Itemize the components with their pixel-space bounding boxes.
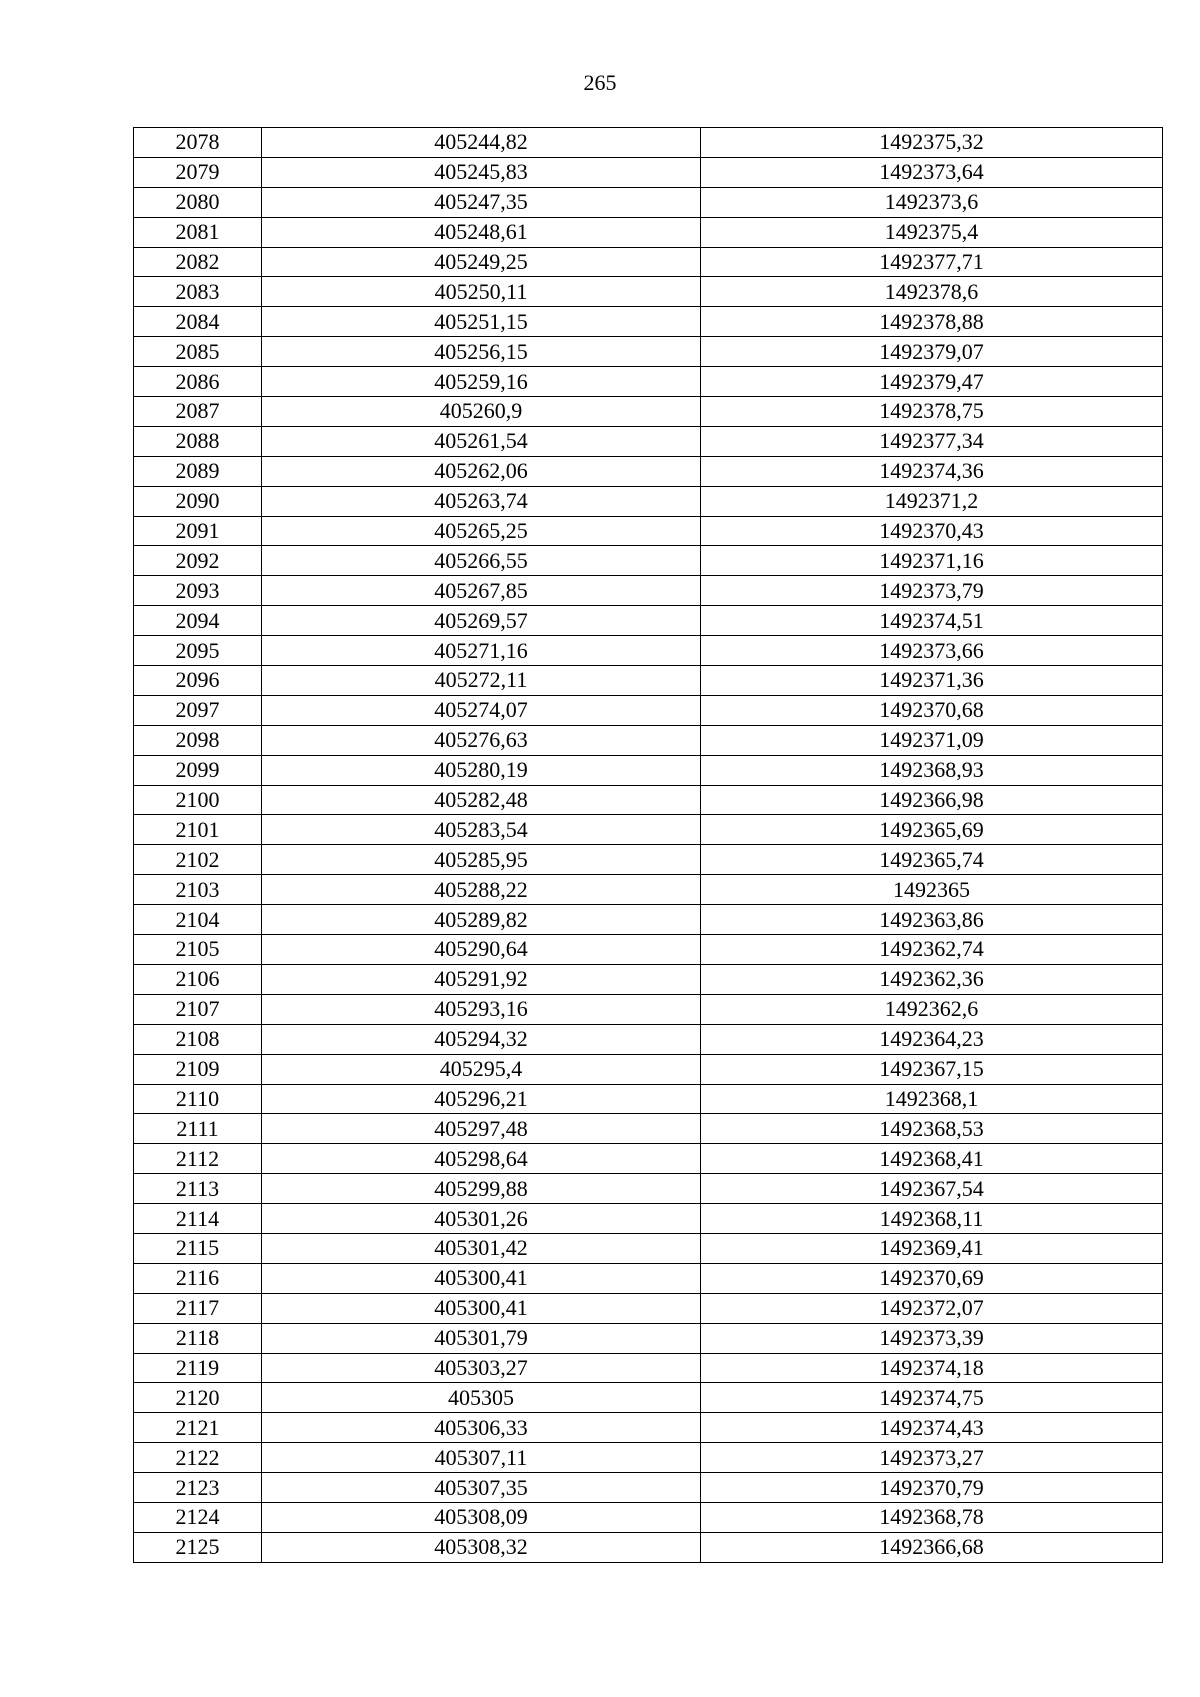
x-coordinate-cell: 405249,25 (262, 247, 701, 277)
table-row (134, 337, 1163, 367)
table-row (134, 1263, 1163, 1293)
point-number-cell: 2097 (134, 695, 262, 725)
y-coordinate-cell: 1492369,41 (701, 1233, 1163, 1263)
y-coordinate-cell: 1492365,74 (701, 845, 1163, 875)
x-coordinate-cell: 405297,48 (262, 1114, 701, 1144)
table-row (134, 935, 1163, 965)
point-number-cell: 2099 (134, 755, 262, 785)
table-row (134, 1174, 1163, 1204)
y-coordinate-cell: 1492364,23 (701, 1024, 1163, 1054)
y-coordinate-cell: 1492368,78 (701, 1502, 1163, 1532)
y-coordinate-cell: 1492368,11 (701, 1204, 1163, 1234)
point-number-cell: 2081 (134, 217, 262, 247)
x-coordinate-cell: 405269,57 (262, 606, 701, 636)
table-row (134, 157, 1163, 187)
y-coordinate-cell: 1492367,54 (701, 1174, 1163, 1204)
point-number-cell: 2098 (134, 725, 262, 755)
point-number-cell: 2125 (134, 1532, 262, 1562)
point-number-cell: 2096 (134, 666, 262, 696)
x-coordinate-cell: 405305 (262, 1383, 701, 1413)
coordinates-table (133, 127, 1163, 1563)
point-number-cell: 2100 (134, 785, 262, 815)
y-coordinate-cell: 1492365,69 (701, 815, 1163, 845)
table-row (134, 1473, 1163, 1503)
table-row (134, 187, 1163, 217)
point-number-cell: 2106 (134, 964, 262, 994)
x-coordinate-cell: 405295,4 (262, 1054, 701, 1084)
x-coordinate-cell: 405283,54 (262, 815, 701, 845)
table-row (134, 307, 1163, 337)
table-row (134, 1383, 1163, 1413)
y-coordinate-cell: 1492379,47 (701, 367, 1163, 397)
x-coordinate-cell: 405308,32 (262, 1532, 701, 1562)
point-number-cell: 2109 (134, 1054, 262, 1084)
table-row (134, 785, 1163, 815)
table-row (134, 1502, 1163, 1532)
y-coordinate-cell: 1492375,4 (701, 217, 1163, 247)
y-coordinate-cell: 1492370,79 (701, 1473, 1163, 1503)
y-coordinate-cell: 1492378,75 (701, 397, 1163, 427)
x-coordinate-cell: 405245,83 (262, 157, 701, 187)
y-coordinate-cell: 1492379,07 (701, 337, 1163, 367)
y-coordinate-cell: 1492374,51 (701, 606, 1163, 636)
x-coordinate-cell: 405282,48 (262, 785, 701, 815)
y-coordinate-cell: 1492375,32 (701, 128, 1163, 158)
table-row (134, 1532, 1163, 1562)
y-coordinate-cell: 1492374,36 (701, 456, 1163, 486)
y-coordinate-cell: 1492377,71 (701, 247, 1163, 277)
y-coordinate-cell: 1492377,34 (701, 426, 1163, 456)
point-number-cell: 2122 (134, 1443, 262, 1473)
x-coordinate-cell: 405301,79 (262, 1323, 701, 1353)
table-row (134, 606, 1163, 636)
x-coordinate-cell: 405260,9 (262, 397, 701, 427)
y-coordinate-cell: 1492368,93 (701, 755, 1163, 785)
point-number-cell: 2119 (134, 1353, 262, 1383)
point-number-cell: 2086 (134, 367, 262, 397)
x-coordinate-cell: 405290,64 (262, 935, 701, 965)
x-coordinate-cell: 405296,21 (262, 1084, 701, 1114)
x-coordinate-cell: 405261,54 (262, 426, 701, 456)
point-number-cell: 2102 (134, 845, 262, 875)
table-row (134, 1353, 1163, 1383)
x-coordinate-cell: 405262,06 (262, 456, 701, 486)
table-row (134, 1084, 1163, 1114)
y-coordinate-cell: 1492363,86 (701, 905, 1163, 935)
x-coordinate-cell: 405293,16 (262, 994, 701, 1024)
point-number-cell: 2117 (134, 1293, 262, 1323)
x-coordinate-cell: 405306,33 (262, 1413, 701, 1443)
x-coordinate-cell: 405274,07 (262, 695, 701, 725)
x-coordinate-cell: 405298,64 (262, 1144, 701, 1174)
y-coordinate-cell: 1492378,6 (701, 277, 1163, 307)
y-coordinate-cell: 1492370,43 (701, 516, 1163, 546)
y-coordinate-cell: 1492373,39 (701, 1323, 1163, 1353)
point-number-cell: 2085 (134, 337, 262, 367)
x-coordinate-cell: 405303,27 (262, 1353, 701, 1383)
table-row (134, 247, 1163, 277)
x-coordinate-cell: 405256,15 (262, 337, 701, 367)
y-coordinate-cell: 1492372,07 (701, 1293, 1163, 1323)
x-coordinate-cell: 405271,16 (262, 636, 701, 666)
table-row (134, 905, 1163, 935)
x-coordinate-cell: 405259,16 (262, 367, 701, 397)
x-coordinate-cell: 405299,88 (262, 1174, 701, 1204)
table-row (134, 964, 1163, 994)
point-number-cell: 2090 (134, 486, 262, 516)
table-row (134, 277, 1163, 307)
x-coordinate-cell: 405294,32 (262, 1024, 701, 1054)
point-number-cell: 2080 (134, 187, 262, 217)
point-number-cell: 2088 (134, 426, 262, 456)
y-coordinate-cell: 1492362,6 (701, 994, 1163, 1024)
point-number-cell: 2114 (134, 1204, 262, 1234)
y-coordinate-cell: 1492362,74 (701, 935, 1163, 965)
point-number-cell: 2123 (134, 1473, 262, 1503)
table-row (134, 994, 1163, 1024)
y-coordinate-cell: 1492368,1 (701, 1084, 1163, 1114)
table-row (134, 875, 1163, 905)
point-number-cell: 2083 (134, 277, 262, 307)
x-coordinate-cell: 405265,25 (262, 516, 701, 546)
table-row (134, 516, 1163, 546)
table-row (134, 1054, 1163, 1084)
table-row (134, 217, 1163, 247)
point-number-cell: 2121 (134, 1413, 262, 1443)
table-row (134, 367, 1163, 397)
x-coordinate-cell: 405250,11 (262, 277, 701, 307)
point-number-cell: 2079 (134, 157, 262, 187)
x-coordinate-cell: 405272,11 (262, 666, 701, 696)
x-coordinate-cell: 405248,61 (262, 217, 701, 247)
table-row (134, 815, 1163, 845)
point-number-cell: 2113 (134, 1174, 262, 1204)
y-coordinate-cell: 1492365 (701, 875, 1163, 905)
table-row (134, 1323, 1163, 1353)
y-coordinate-cell: 1492373,66 (701, 636, 1163, 666)
y-coordinate-cell: 1492368,53 (701, 1114, 1163, 1144)
y-coordinate-cell: 1492373,64 (701, 157, 1163, 187)
point-number-cell: 2118 (134, 1323, 262, 1353)
point-number-cell: 2091 (134, 516, 262, 546)
point-number-cell: 2116 (134, 1263, 262, 1293)
y-coordinate-cell: 1492368,41 (701, 1144, 1163, 1174)
point-number-cell: 2111 (134, 1114, 262, 1144)
x-coordinate-cell: 405301,42 (262, 1233, 701, 1263)
x-coordinate-cell: 405308,09 (262, 1502, 701, 1532)
x-coordinate-cell: 405291,92 (262, 964, 701, 994)
point-number-cell: 2094 (134, 606, 262, 636)
y-coordinate-cell: 1492366,98 (701, 785, 1163, 815)
point-number-cell: 2087 (134, 397, 262, 427)
x-coordinate-cell: 405307,35 (262, 1473, 701, 1503)
point-number-cell: 2120 (134, 1383, 262, 1413)
point-number-cell: 2078 (134, 128, 262, 158)
table-row (134, 1024, 1163, 1054)
x-coordinate-cell: 405300,41 (262, 1263, 701, 1293)
y-coordinate-cell: 1492371,16 (701, 546, 1163, 576)
x-coordinate-cell: 405300,41 (262, 1293, 701, 1323)
x-coordinate-cell: 405266,55 (262, 546, 701, 576)
point-number-cell: 2112 (134, 1144, 262, 1174)
point-number-cell: 2124 (134, 1502, 262, 1532)
point-number-cell: 2093 (134, 576, 262, 606)
coordinates-table-body (134, 128, 1163, 1563)
table-row (134, 397, 1163, 427)
table-row (134, 666, 1163, 696)
y-coordinate-cell: 1492367,15 (701, 1054, 1163, 1084)
table-row (134, 636, 1163, 666)
table-row (134, 576, 1163, 606)
x-coordinate-cell: 405244,82 (262, 128, 701, 158)
point-number-cell: 2084 (134, 307, 262, 337)
table-row (134, 1293, 1163, 1323)
x-coordinate-cell: 405280,19 (262, 755, 701, 785)
table-row (134, 695, 1163, 725)
table-row (134, 546, 1163, 576)
point-number-cell: 2089 (134, 456, 262, 486)
x-coordinate-cell: 405288,22 (262, 875, 701, 905)
table-row (134, 1443, 1163, 1473)
point-number-cell: 2105 (134, 935, 262, 965)
x-coordinate-cell: 405247,35 (262, 187, 701, 217)
y-coordinate-cell: 1492370,69 (701, 1263, 1163, 1293)
point-number-cell: 2101 (134, 815, 262, 845)
point-number-cell: 2110 (134, 1084, 262, 1114)
y-coordinate-cell: 1492374,75 (701, 1383, 1163, 1413)
y-coordinate-cell: 1492362,36 (701, 964, 1163, 994)
y-coordinate-cell: 1492374,18 (701, 1353, 1163, 1383)
point-number-cell: 2092 (134, 546, 262, 576)
y-coordinate-cell: 1492373,27 (701, 1443, 1163, 1473)
x-coordinate-cell: 405307,11 (262, 1443, 701, 1473)
point-number-cell: 2115 (134, 1233, 262, 1263)
y-coordinate-cell: 1492371,2 (701, 486, 1163, 516)
point-number-cell: 2082 (134, 247, 262, 277)
table-row (134, 1413, 1163, 1443)
y-coordinate-cell: 1492370,68 (701, 695, 1163, 725)
page-number: 265 (583, 70, 617, 95)
x-coordinate-cell: 405289,82 (262, 905, 701, 935)
table-row (134, 1114, 1163, 1144)
y-coordinate-cell: 1492373,79 (701, 576, 1163, 606)
table-row (134, 755, 1163, 785)
table-row (134, 1233, 1163, 1263)
x-coordinate-cell: 405251,15 (262, 307, 701, 337)
table-row (134, 1204, 1163, 1234)
table-row (134, 845, 1163, 875)
point-number-cell: 2103 (134, 875, 262, 905)
y-coordinate-cell: 1492378,88 (701, 307, 1163, 337)
x-coordinate-cell: 405263,74 (262, 486, 701, 516)
table-row (134, 486, 1163, 516)
table-row (134, 725, 1163, 755)
y-coordinate-cell: 1492366,68 (701, 1532, 1163, 1562)
x-coordinate-cell: 405285,95 (262, 845, 701, 875)
point-number-cell: 2095 (134, 636, 262, 666)
y-coordinate-cell: 1492371,36 (701, 666, 1163, 696)
x-coordinate-cell: 405267,85 (262, 576, 701, 606)
x-coordinate-cell: 405276,63 (262, 725, 701, 755)
y-coordinate-cell: 1492374,43 (701, 1413, 1163, 1443)
y-coordinate-cell: 1492371,09 (701, 725, 1163, 755)
point-number-cell: 2104 (134, 905, 262, 935)
table-row (134, 1144, 1163, 1174)
table-row (134, 456, 1163, 486)
point-number-cell: 2107 (134, 994, 262, 1024)
point-number-cell: 2108 (134, 1024, 262, 1054)
table-row (134, 128, 1163, 158)
x-coordinate-cell: 405301,26 (262, 1204, 701, 1234)
y-coordinate-cell: 1492373,6 (701, 187, 1163, 217)
table-row (134, 426, 1163, 456)
